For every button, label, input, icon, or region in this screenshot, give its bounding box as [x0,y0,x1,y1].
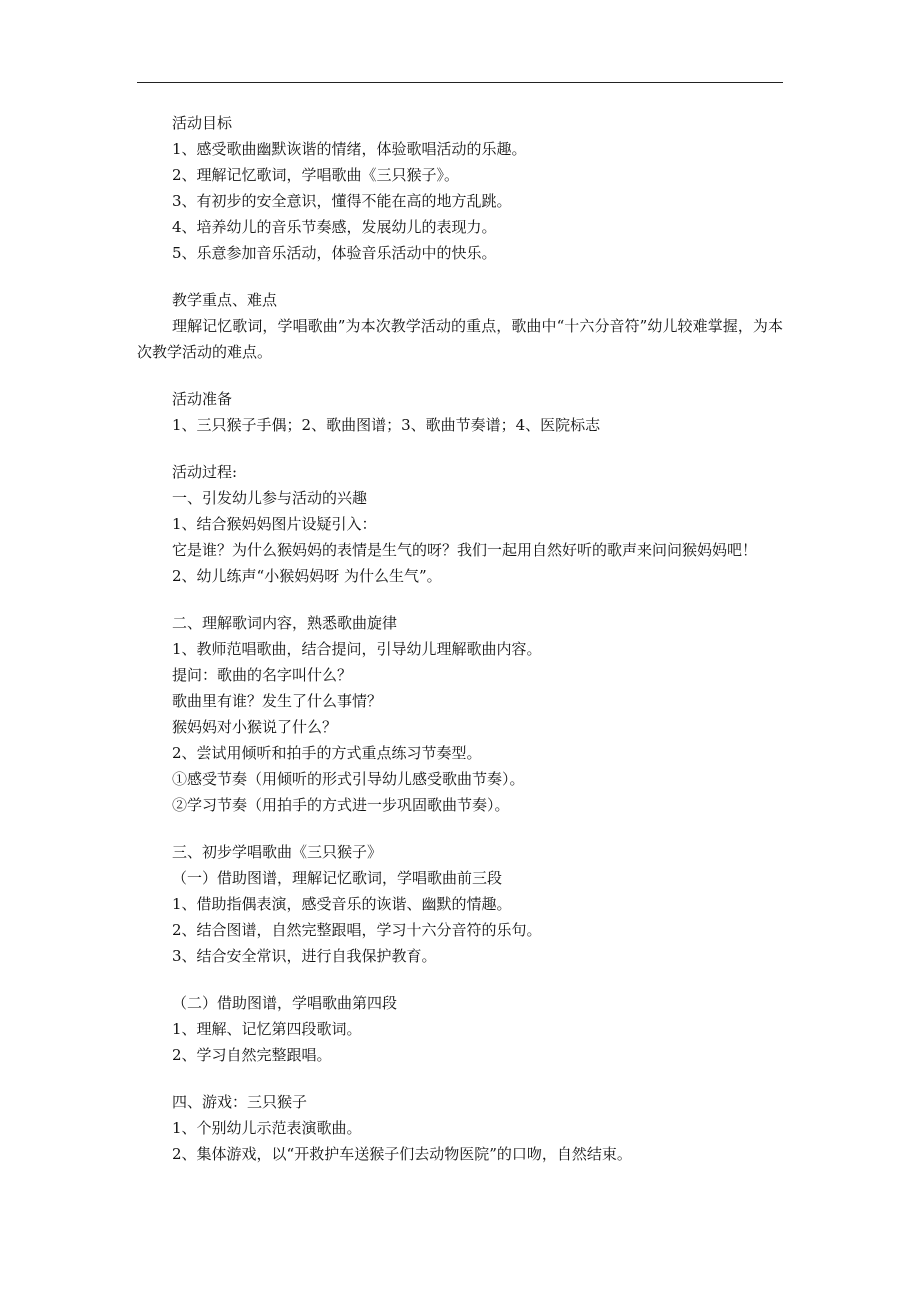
section-process-part3-sub1 [137,839,783,969]
section-process-part4 [137,1089,783,1167]
goal-item: 3、有初步的安全意识，懂得不能在高的地方乱跳。 [172,192,512,210]
part2-line: 提问：歌曲的名字叫什么？ [172,666,353,684]
part1-question: 它是谁？为什么猴妈妈的表情是生气的呀？我们一起用自然好听的歌声来问问猴妈妈吧！ [172,541,758,559]
focus-heading: 教学重点、难点 [172,291,278,309]
section-process-part2 [137,610,783,818]
part3-sub1-line: 3、结合安全常识，进行自我保护教育。 [172,947,437,965]
part2-line: 歌曲里有谁？发生了什么事情？ [172,692,383,710]
part3-sub2-title: （二）借助图谱，学唱歌曲第四段 [172,994,398,1012]
goal-item: 4、培养幼儿的音乐节奏感，发展幼儿的表现力。 [172,218,497,236]
part2-line: 1、教师范唱歌曲，结合提问，引导幼儿理解歌曲内容。 [172,640,542,658]
goals-heading: 活动目标 [172,114,233,132]
prep-heading: 活动准备 [172,390,233,408]
section-process-part3-sub2 [137,990,783,1068]
part4-title: 四、游戏：三只猴子 [172,1093,308,1111]
goal-item: 1、感受歌曲幽默诙谐的情绪，体验歌唱活动的乐趣。 [172,140,527,158]
process-heading: 活动过程: [172,463,238,481]
part1-item: 1、结合猴妈妈图片设疑引入： [172,515,377,533]
part3-sub1-line: 2、结合图谱，自然完整跟唱，学习十六分音符的乐句。 [172,921,542,939]
goal-item: 5、乐意参加音乐活动，体验音乐活动中的快乐。 [172,244,497,262]
document-body [137,110,783,1188]
part1-item: 2、幼儿练声“小猴妈妈呀 为什么生气”。 [172,567,442,585]
part3-sub1-title: （一）借助图谱，理解记忆歌词，学唱歌曲前三段 [172,869,503,887]
prep-text: 1、三只猴子手偶；2、歌曲图谱；3、歌曲节奏谱；4、医院标志 [172,416,601,434]
header-rule [137,82,783,83]
section-process-part1 [137,459,783,589]
focus-paragraph: 理解记忆歌词，学唱歌曲”为本次教学活动的重点，歌曲中“十六分音符”幼儿较难掌握，为本次教学活动的难点。 [137,317,783,361]
part2-line: 猴妈妈对小猴说了什么？ [172,718,338,736]
part3-sub2-line: 1、理解、记忆第四段歌词。 [172,1020,362,1038]
part4-line: 2、集体游戏，以“开救护车送猴子们去动物医院”的口吻，自然结束。 [172,1145,632,1163]
section-prep [137,386,783,438]
section-goals [137,110,783,266]
section-focus [137,287,783,365]
part3-sub2-line: 2、学习自然完整跟唱。 [172,1046,332,1064]
part2-line: ②学习节奏（用拍手的方式进一步巩固歌曲节奏）。 [172,796,510,814]
goal-item: 2、理解记忆歌词，学唱歌曲《三只猴子》。 [172,166,460,184]
part1-title: 一、引发幼儿参与活动的兴趣 [172,489,368,507]
part2-line: 2、尝试用倾听和拍手的方式重点练习节奏型。 [172,744,482,762]
part2-title: 二、理解歌词内容，熟悉歌曲旋律 [172,614,398,632]
part3-sub1-line: 1、借助指偶表演，感受音乐的诙谐、幽默的情趣。 [172,895,512,913]
part4-line: 1、个别幼儿示范表演歌曲。 [172,1119,362,1137]
part3-title: 三、初步学唱歌曲《三只猴子》 [172,843,383,861]
part2-line: ①感受节奏（用倾听的形式引导幼儿感受歌曲节奏）。 [172,770,525,788]
